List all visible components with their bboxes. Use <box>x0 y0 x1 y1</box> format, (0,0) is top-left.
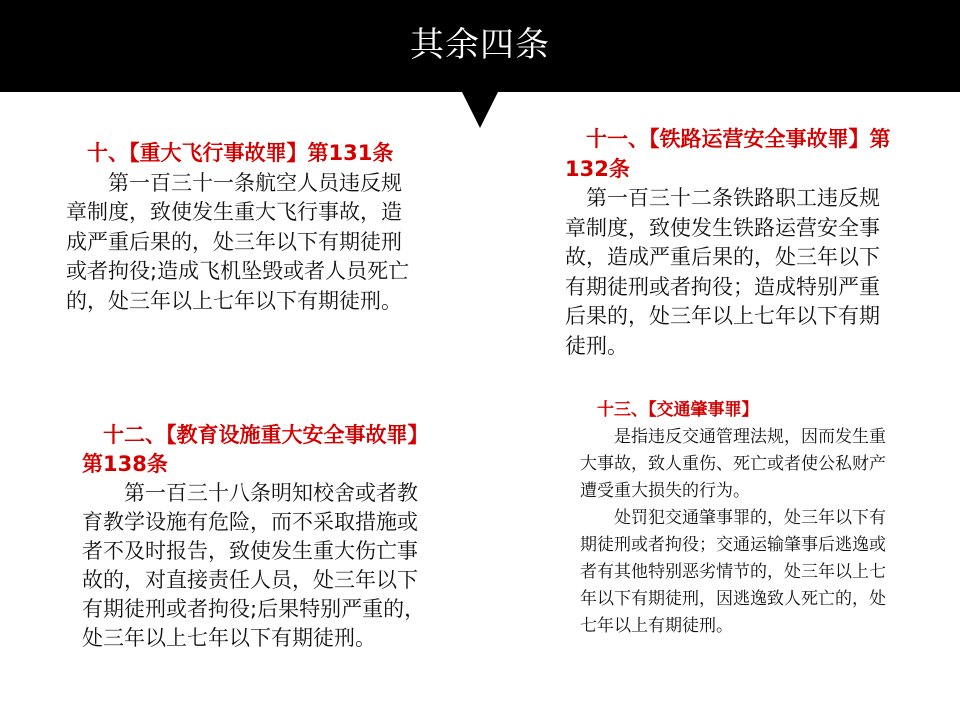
section-thirteen-penalty: 处罚犯交通肇事罪的，处三年以下有期徒刑或者拘役；交通运输肇事后逃逸或者有其他特别恶劣情节的，处三年以上七年以下有期徒刑，因逃逸致人死亡的，处七年以上有期徒刑。 <box>580 508 886 636</box>
section-thirteen <box>580 397 896 640</box>
section-thirteen-definition: 是指违反交通管理法规，因而发生重大事故，致人重伤、死亡或者使公私财产遭受重大损失的行为。 <box>580 427 886 501</box>
section-eleven-body: 第一百三十二条铁路职工违反规章制度，致使发生铁路运营安全事故，造成严重后果的，处三年以下有期徒刑或者拘役；造成特别严重后果的，处三年以上七年以下有期徒刑。 <box>565 186 880 358</box>
section-eleven-heading: 十一、【铁路运营安全事故罪】第132条 <box>565 127 891 181</box>
banner-pointer-arrow <box>461 90 499 128</box>
section-ten-body: 第一百三十一条航空人员违反规章制度，致使发生重大飞行事故，造成严重后果的，处三年以下有期徒刑或者拘役;造成飞机坠毁或者人员死亡的，处三年以上七年以下有期徒刑。 <box>66 170 410 313</box>
title-banner <box>0 0 960 92</box>
section-ten-heading: 十、【重大飞行事故罪】第131条 <box>66 141 394 165</box>
section-twelve <box>82 421 434 653</box>
slide-title: 其余四条 <box>410 25 550 65</box>
section-twelve-body: 第一百三十八条明知校舍或者教育教学设施有危险，而不采取措施或者不及时报告，致使发生重大伤亡事故的，对直接责任人员，处三年以下有期徒刑或者拘役;后果特别严重的，处三年以上七年以下有期徒刑。 <box>82 481 426 650</box>
section-ten <box>66 139 418 316</box>
section-eleven <box>565 125 895 361</box>
section-thirteen-heading: 十三、【交通肇事罪】 <box>580 400 759 420</box>
section-twelve-heading: 十二、【教育设施重大安全事故罪】第138条 <box>82 423 429 476</box>
